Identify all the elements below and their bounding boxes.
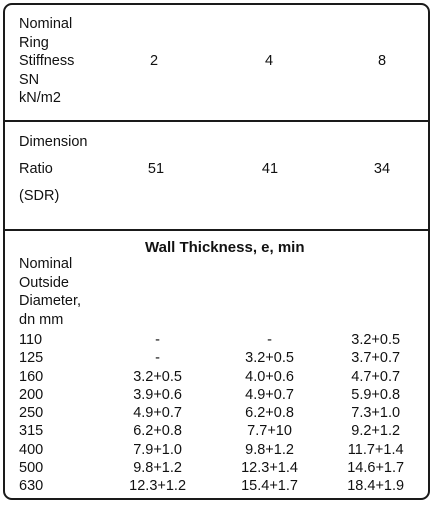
- dn-cell: 125: [19, 350, 44, 367]
- table-row: [19, 441, 428, 459]
- sdr-value-51: 51: [147, 161, 165, 177]
- thickness-cell: 11.7+1.4: [347, 441, 404, 458]
- thickness-cell: 12.3+1.4: [241, 460, 298, 477]
- outside-diameter-label-line: Outside: [19, 274, 69, 291]
- thickness-cell: -: [267, 332, 272, 348]
- wall-thickness-table: [19, 331, 428, 496]
- thickness-cell: 4.7+0.7: [351, 368, 401, 385]
- thickness-cell: 4.9+0.7: [133, 405, 182, 422]
- table-row: [19, 349, 428, 367]
- stiffness-label-line: Stiffness: [19, 53, 75, 69]
- thickness-cell: 12.3+1.2: [129, 478, 187, 495]
- outside-diameter-label-line: dn mm: [19, 311, 64, 328]
- thickness-cell: 18.4+1.9: [347, 478, 405, 495]
- thickness-cell: 9.8+1.2: [133, 460, 182, 477]
- thickness-cell: 15.4+1.7: [241, 478, 298, 495]
- stiffness-label-line: Ring: [19, 34, 49, 51]
- section-divider: [5, 229, 428, 231]
- thickness-cell: 4.0+0.6: [245, 368, 294, 385]
- table-row: [19, 331, 428, 349]
- thickness-cell: -: [155, 350, 160, 367]
- sdr-label-line: Ratio: [19, 161, 53, 177]
- sdr-value-41: 41: [261, 161, 279, 177]
- dn-cell: 500: [19, 460, 44, 477]
- dn-cell: 200: [19, 386, 44, 403]
- stiffness-label-line: Nominal: [19, 16, 73, 32]
- sdr-value-34: 34: [373, 161, 391, 177]
- thickness-cell: 4.9+0.7: [245, 386, 294, 403]
- thickness-cell: 7.7+10: [247, 423, 292, 440]
- thickness-cell: 7.3+1.0: [351, 405, 401, 422]
- table-row: [19, 386, 428, 404]
- section-divider: [5, 120, 428, 122]
- table-row: [19, 368, 428, 386]
- stiffness-value-sn4: 4: [264, 53, 274, 69]
- stiffness-label-line: kN/m2: [19, 90, 61, 106]
- thickness-cell: 5.9+0.8: [351, 386, 401, 403]
- stiffness-value-sn2: 2: [149, 53, 159, 69]
- stiffness-label: [19, 15, 74, 108]
- outside-diameter-label-line: Nominal: [19, 256, 73, 272]
- thickness-cell: 9.2+1.2: [351, 423, 401, 440]
- stiffness-value-sn8: 8: [377, 53, 387, 69]
- thickness-cell: -: [155, 332, 160, 348]
- dn-cell: 630: [19, 478, 44, 495]
- table-row: [19, 477, 428, 495]
- thickness-cell: 6.2+0.8: [133, 423, 182, 440]
- thickness-cell: 3.2+0.5: [245, 350, 294, 367]
- table-row: [19, 404, 428, 422]
- dn-cell: 110: [19, 332, 43, 348]
- sdr-label-line: (SDR): [19, 188, 60, 204]
- thickness-cell: 6.2+0.8: [245, 405, 294, 422]
- outside-diameter-label: [19, 255, 81, 329]
- thickness-cell: 14.6+1.7: [347, 460, 405, 477]
- thickness-cell: 3.7+0.7: [351, 350, 401, 367]
- dn-cell: 315: [19, 423, 44, 440]
- thickness-cell: 3.2+0.5: [351, 332, 401, 348]
- table-row: [19, 422, 428, 440]
- dn-cell: 400: [19, 441, 44, 458]
- stiffness-label-line: SN: [19, 71, 40, 88]
- specification-table: [3, 3, 430, 500]
- thickness-cell: 3.2+0.5: [133, 368, 182, 385]
- dn-cell: 250: [19, 405, 44, 422]
- table-row: [19, 459, 428, 477]
- thickness-cell: 3.9+0.6: [133, 386, 182, 403]
- dn-cell: 160: [19, 368, 44, 385]
- thickness-cell: 9.8+1.2: [245, 441, 294, 458]
- outside-diameter-label-line: Diameter,: [19, 293, 82, 309]
- wall-thickness-heading: Wall Thickness, e, min: [145, 239, 305, 256]
- sdr-label-line: Dimension: [19, 134, 88, 150]
- thickness-cell: 7.9+1.0: [133, 441, 182, 458]
